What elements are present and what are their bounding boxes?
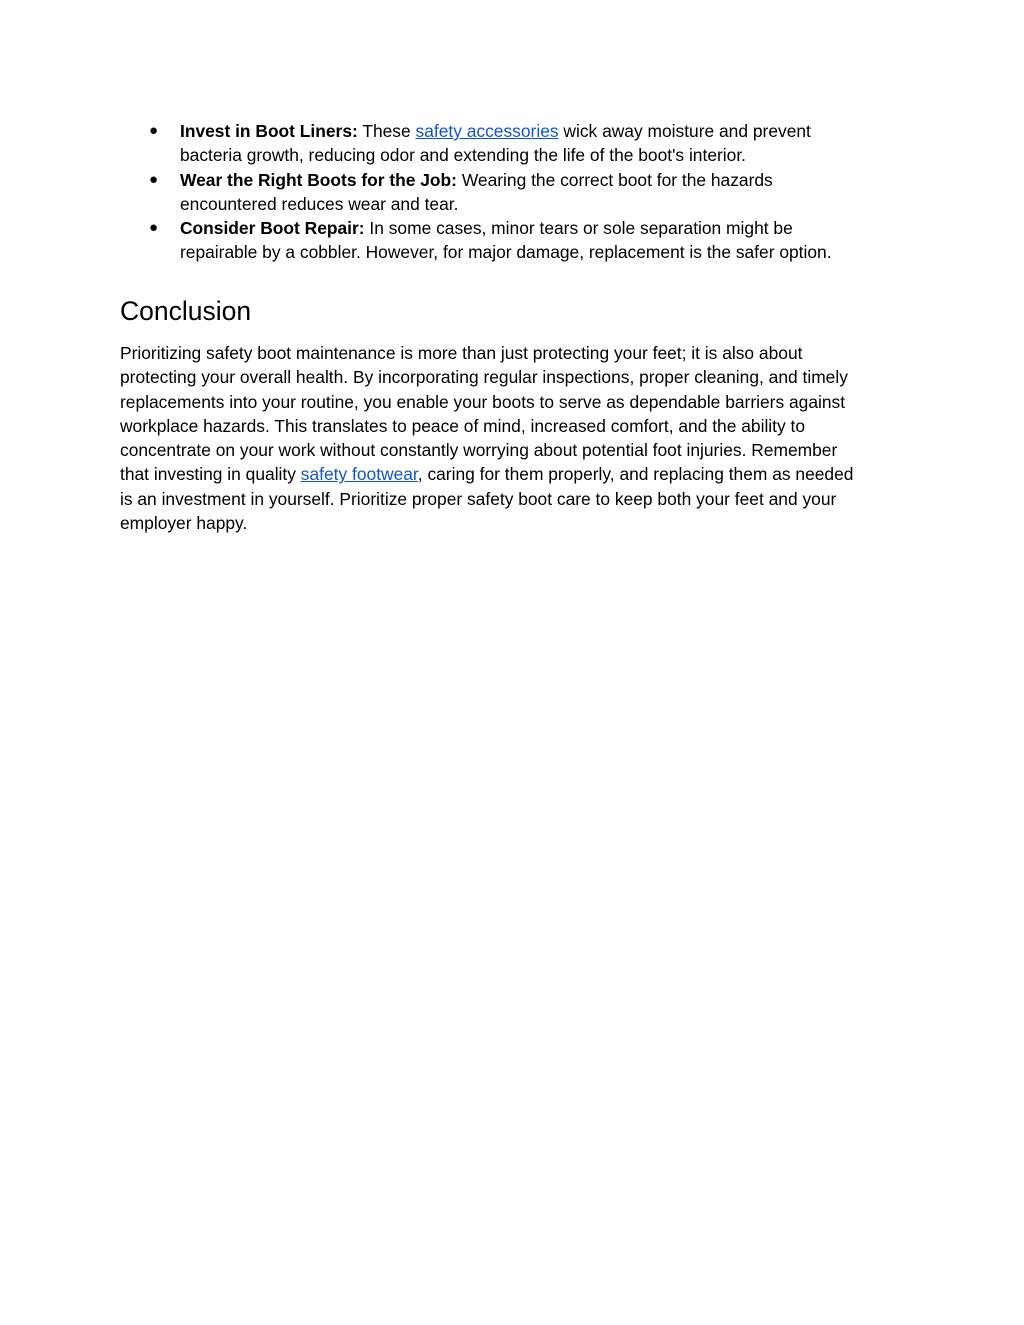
list-item-line <box>180 119 910 143</box>
bullet-icon: ● <box>149 170 159 188</box>
list-item-title: Invest in Boot Liners: <box>180 121 358 141</box>
list-item-title: Consider Boot Repair: <box>180 218 365 239</box>
safety-footwear-link[interactable]: safety footwear <box>300 464 418 485</box>
paragraph-line: protecting your overall health. By incorporating regular inspections, proper cleaning, and timely <box>120 367 848 388</box>
list-item-title: Wear the Right Boots for the Job: <box>180 169 457 190</box>
paragraph-line: concentrate on your work without constantly worrying about potential foot injuries. Remember <box>120 440 838 461</box>
list-item-line: repairable by a cobbler. However, for major damage, replacement is the safer option. <box>180 242 832 263</box>
paragraph-text: , caring for them properly, and replacing them as needed <box>417 464 854 485</box>
list-item-text: Wearing the correct boot for the hazards <box>461 169 773 190</box>
paragraph-line: is an investment in yourself. Prioritize proper safety boot care to keep both your feet and your <box>120 488 837 509</box>
list-item-text: These <box>362 121 411 141</box>
list-item-line: bacteria growth, reducing odor and extending the life of the boot's interior. <box>180 145 746 166</box>
list-item-text: In some cases, minor tears or sole separation might be <box>369 218 793 239</box>
list-item-line <box>180 168 910 192</box>
paragraph-line <box>120 462 920 486</box>
paragraph-text: that investing in quality <box>120 464 296 485</box>
paragraph-line: employer happy. <box>120 513 248 534</box>
bullet-icon: ● <box>149 122 159 139</box>
list-item-line: encountered reduces wear and tear. <box>180 193 459 214</box>
paragraph-line: Prioritizing safety boot maintenance is more than just protecting your feet; it is also about <box>120 343 803 363</box>
conclusion-heading: Conclusion <box>120 296 252 326</box>
list-item <box>120 119 910 168</box>
tips-bullet-list <box>120 119 910 265</box>
paragraph-line: replacements into your routine, you enable your boots to serve as dependable barriers against <box>120 391 846 412</box>
bullet-icon: ● <box>149 219 159 237</box>
list-item-line <box>180 216 910 240</box>
list-item <box>120 168 910 217</box>
list-item-text: wick away moisture and prevent <box>563 121 811 141</box>
list-item <box>120 216 910 265</box>
conclusion-paragraph <box>120 341 920 535</box>
safety-accessories-link[interactable]: safety accessories <box>415 121 559 141</box>
paragraph-line: workplace hazards. This translates to peace of mind, increased comfort, and the ability to <box>120 415 806 436</box>
